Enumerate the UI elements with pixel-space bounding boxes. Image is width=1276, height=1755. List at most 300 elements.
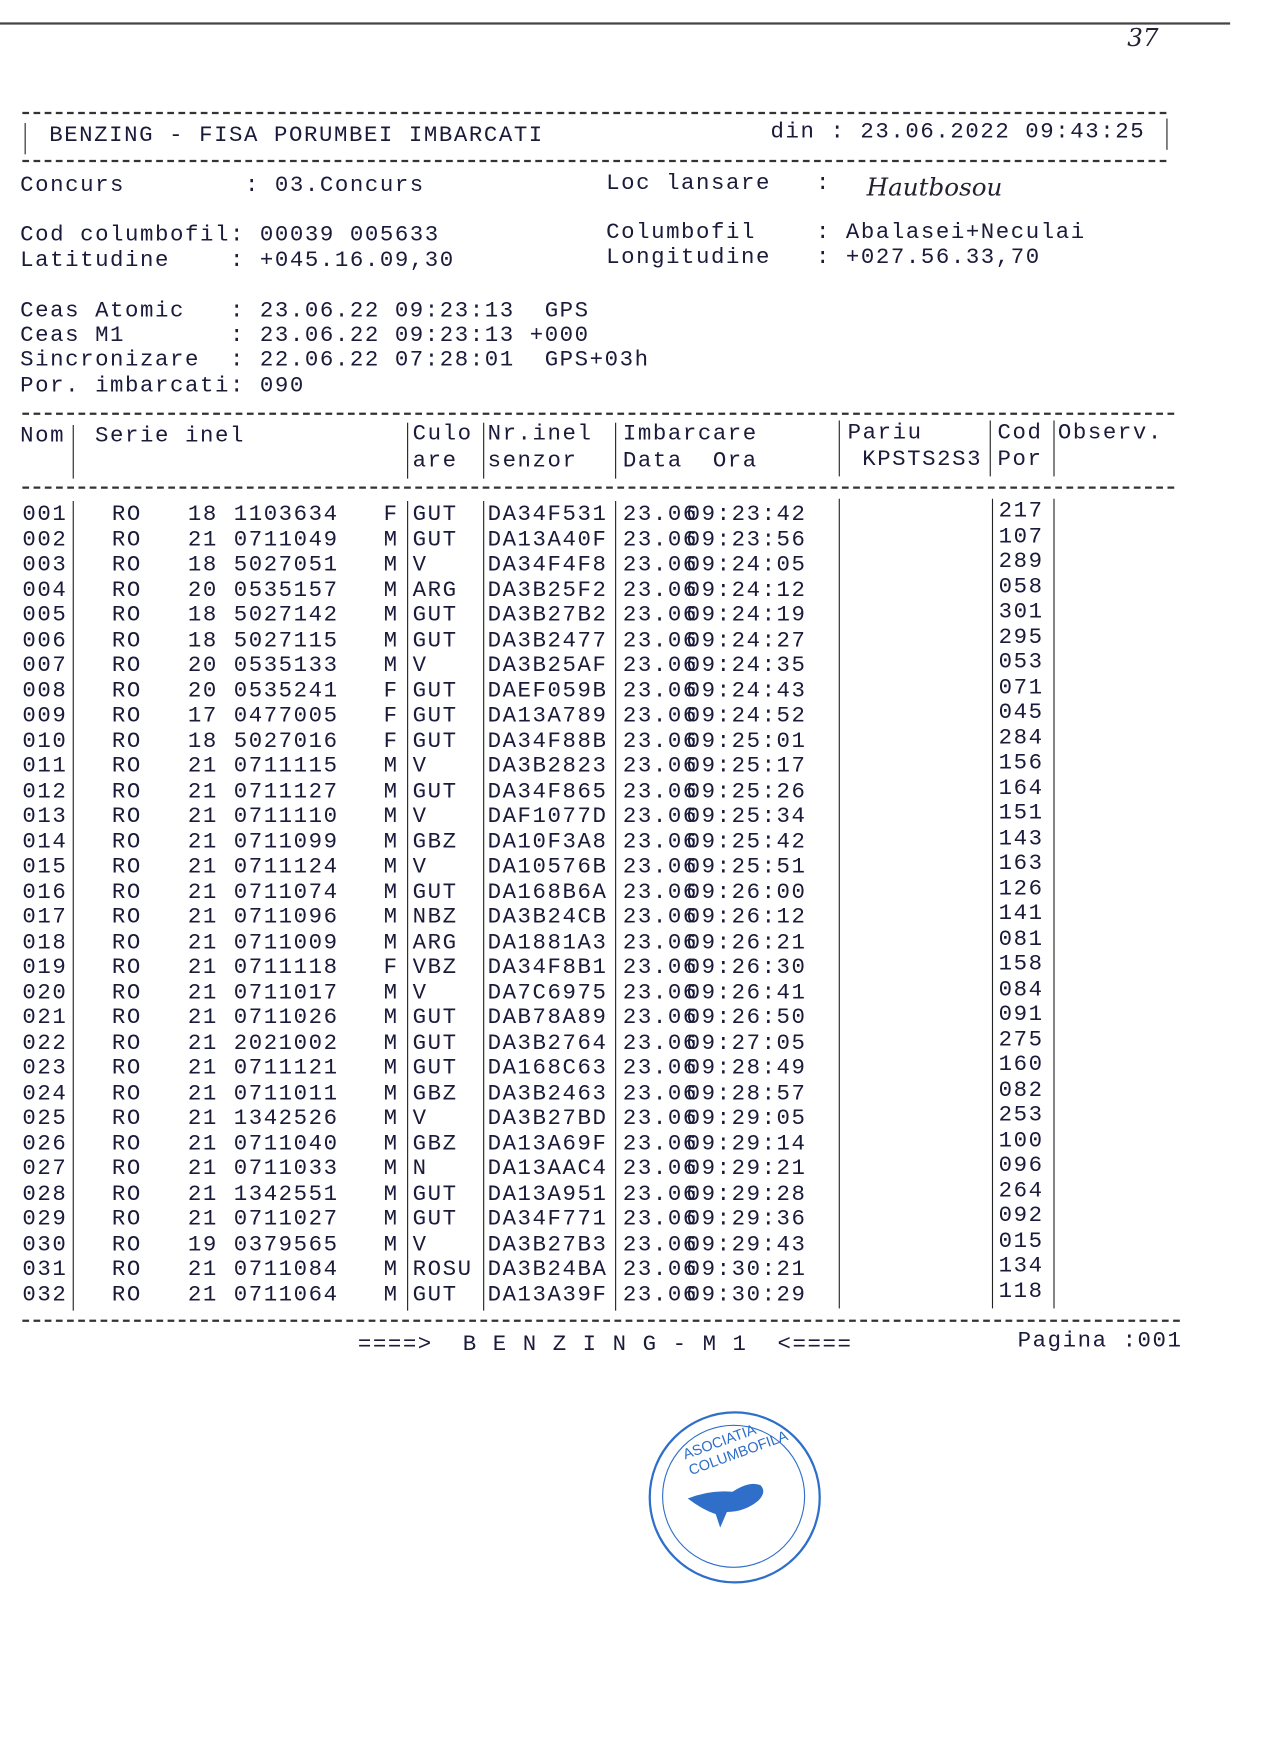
country-cell: RO [111,1005,142,1032]
col-pariu: Pariu [847,420,923,447]
ceas-atomic-field: Ceas Atomic : 23.06.22 09:23:13 GPS [20,298,590,325]
year-cell: 21 [187,1282,218,1308]
date-cell: 23.06 [622,627,698,654]
color-cell: V [412,854,428,881]
color-cell: V [412,1105,428,1132]
date-cell: 23.06 [622,1231,698,1258]
cod-por-cell: 284 [998,725,1044,751]
ring-number-cell: 0711118 [233,955,339,981]
col-culoare-2: are [412,448,458,475]
time-cell: 09:25:17 [686,753,807,780]
footer-brand: ====> B E N Z I N G - M 1 <==== [357,1331,853,1358]
nom-cell: 006 [22,627,68,654]
date-cell: 23.06 [622,980,698,1006]
time-cell: 09:25:42 [686,829,807,855]
time-cell: 09:29:14 [686,1131,807,1157]
date-cell: 23.06 [622,879,698,906]
nom-cell: 028 [22,1181,68,1208]
cod-por-cell: 143 [998,825,1044,852]
date-cell: 23.06 [622,653,698,679]
color-cell: GUT [412,527,458,553]
date-cell: 23.06 [622,854,698,881]
ring-number-cell: 0711009 [233,929,339,956]
date-cell: 23.06 [622,1206,698,1233]
sensor-cell: DA3B24BA [487,1256,608,1283]
nom-cell: 015 [22,854,68,881]
nom-cell: 023 [22,1055,68,1082]
color-cell: V [412,653,428,679]
sensor-cell: DA3B27B3 [487,1231,608,1258]
country-cell: RO [111,1256,142,1283]
ring-number-cell: 0711011 [233,1080,339,1107]
col-observ: Observ. [1057,420,1163,447]
country-cell: RO [111,804,142,830]
sex-cell: M [383,1256,399,1283]
year-cell: 18 [187,627,218,654]
nom-cell: 004 [22,577,68,604]
sensor-cell: DA3B2764 [487,1030,608,1057]
country-cell: RO [111,653,142,679]
sensor-cell: DA13A69F [487,1131,608,1157]
ring-number-cell: 0711033 [233,1156,339,1183]
por-imbarcati-field: Por. imbarcati: 090 [20,373,305,400]
date-cell: 23.06 [622,728,698,755]
ring-number-cell: 0711115 [233,753,339,780]
color-cell: GBZ [412,1131,458,1157]
sex-cell: M [383,1206,399,1233]
ring-number-cell: 5027142 [233,602,339,629]
sensor-cell: DA34F771 [487,1206,608,1233]
association-stamp [649,1411,821,1583]
sensor-cell: DA10F3A8 [487,829,608,855]
col-sep [990,420,991,476]
time-cell: 09:24:43 [686,678,807,704]
time-cell: 09:29:28 [686,1181,807,1208]
date-cell: 23.06 [622,804,698,830]
sex-cell: M [383,1231,399,1258]
sex-cell: M [383,753,399,780]
cod-por-cell: 081 [998,926,1044,953]
cod-por-cell: 217 [998,498,1044,525]
col-sep [73,501,74,1311]
sex-cell: M [383,929,399,956]
time-cell: 09:28:57 [686,1080,807,1107]
cod-por-cell: 301 [998,599,1044,626]
table-header-bottom-rule [22,486,1174,488]
sensor-cell: DA3B2477 [487,627,608,654]
col-imbarcare: Imbarcare [622,421,758,448]
sensor-cell: DA3B2463 [487,1080,608,1107]
color-cell: GUT [412,879,458,906]
sex-cell: M [383,778,399,805]
date-cell: 23.06 [622,1005,698,1032]
color-cell: ROSU [412,1256,473,1283]
nom-cell: 003 [22,552,68,579]
ring-number-cell: 0711026 [233,1005,339,1032]
year-cell: 21 [187,904,218,931]
date-cell: 23.06 [622,577,698,604]
header-top-rule [22,112,1166,114]
ring-number-cell: 0711127 [233,778,339,805]
nom-cell: 013 [22,804,68,830]
country-cell: RO [111,1156,142,1183]
country-cell: RO [111,904,142,931]
ring-number-cell: 0711099 [233,829,339,855]
cod-por-cell: 126 [998,876,1044,902]
time-cell: 09:26:41 [686,980,807,1006]
date-cell: 23.06 [622,1156,698,1183]
nom-cell: 002 [22,527,68,553]
sex-cell: F [383,728,399,755]
sex-cell: M [383,653,399,679]
color-cell: GUT [412,502,458,528]
col-sep [407,423,408,479]
time-cell: 09:29:21 [686,1156,807,1183]
cod-por-cell: 082 [998,1077,1044,1104]
nom-cell: 020 [22,980,68,1006]
col-sep [483,501,484,1311]
ring-number-cell: 0711049 [233,527,339,553]
color-cell: GUT [412,1282,458,1308]
col-kpsts: KPSTS2S3 [862,447,983,474]
sex-cell: M [383,577,399,604]
country-cell: RO [111,778,142,805]
ring-number-cell: 1342551 [233,1181,339,1208]
color-cell: GUT [412,1055,458,1082]
color-cell: GUT [412,1030,458,1057]
columbofil-field: Columbofil : Abalasei+Neculai [606,220,1086,247]
ring-number-cell: 0711121 [233,1055,339,1082]
year-cell: 21 [187,1181,218,1208]
year-cell: 21 [187,753,218,780]
country-cell: RO [111,854,142,881]
cod-por-cell: 141 [998,901,1044,928]
nom-cell: 030 [22,1231,68,1258]
year-cell: 21 [187,778,218,805]
country-cell: RO [111,1206,142,1233]
time-cell: 09:23:42 [686,502,807,528]
cod-por-cell: 289 [998,549,1044,575]
country-cell: RO [111,955,142,981]
sensor-cell: DA34F531 [487,502,608,528]
year-cell: 21 [187,1105,218,1132]
date-cell: 23.06 [622,602,698,629]
date-cell: 23.06 [622,1105,698,1132]
year-cell: 21 [187,955,218,981]
date-cell: 23.06 [622,1256,698,1283]
color-cell: NBZ [412,904,458,931]
color-cell: GUT [412,778,458,805]
ring-number-cell: 0711084 [233,1256,339,1283]
sex-cell: F [383,955,399,981]
date-cell: 23.06 [622,1030,698,1057]
year-cell: 18 [187,602,218,629]
country-cell: RO [111,527,142,553]
col-sep [992,499,993,1309]
color-cell: V [412,753,428,780]
header-right-border [1166,119,1167,150]
country-cell: RO [111,1181,142,1208]
sensor-cell: DA34F4F8 [487,552,608,579]
sensor-cell: DA13AAC4 [487,1156,608,1183]
sex-cell: M [383,1105,399,1132]
time-cell: 09:26:12 [686,904,807,931]
time-cell: 09:24:27 [686,627,807,654]
sex-cell: M [383,1131,399,1157]
date-cell: 23.06 [622,502,698,528]
sex-cell: M [383,854,399,881]
year-cell: 20 [187,678,218,704]
date-cell: 23.06 [622,703,698,730]
cod-por-cell: 160 [998,1052,1044,1079]
cod-por-cell: 096 [998,1152,1044,1179]
sincronizare-field: Sincronizare : 22.06.22 07:28:01 GPS+03h [20,347,650,374]
sex-cell: M [383,527,399,553]
country-cell: RO [111,1105,142,1132]
handwritten-page-number: 37 [1127,24,1159,53]
ring-number-cell: 5027016 [233,728,339,755]
cod-por-cell: 118 [998,1278,1044,1305]
color-cell: GUT [412,627,458,654]
time-cell: 09:28:49 [686,1055,807,1082]
date-cell: 23.06 [622,1181,698,1208]
sex-cell: M [383,1080,399,1107]
sex-cell: M [383,829,399,855]
sensor-cell: DA13A789 [487,703,608,730]
ring-number-cell: 0711027 [233,1206,339,1233]
year-cell: 21 [187,1131,218,1157]
color-cell: V [412,1231,428,1258]
nom-cell: 010 [22,728,68,755]
time-cell: 09:26:00 [686,879,807,906]
nom-cell: 024 [22,1080,68,1107]
year-cell: 21 [187,527,218,553]
nom-cell: 007 [22,653,68,679]
country-cell: RO [111,627,142,654]
cod-por-cell: 058 [998,574,1044,600]
col-nom: Nom [20,423,66,450]
pigeon-icon [649,1411,817,1579]
ring-number-cell: 0535157 [233,577,339,604]
date-cell: 23.06 [622,753,698,780]
nom-cell: 011 [22,753,68,780]
year-cell: 21 [187,1055,218,1082]
country-cell: RO [111,829,142,855]
col-serie-inel: Serie inel [95,423,245,450]
concurs-field: Concurs : 03.Concurs [20,173,425,200]
year-cell: 17 [187,703,218,730]
ring-number-cell: 0711064 [233,1282,339,1308]
ring-number-cell: 0711096 [233,904,339,931]
year-cell: 21 [187,879,218,906]
ring-number-cell: 1342526 [233,1105,339,1132]
time-cell: 09:25:26 [686,778,807,805]
sex-cell: M [383,1055,399,1082]
color-cell: GUT [412,678,458,704]
cod-por-cell: 015 [998,1228,1044,1255]
ceas-m1-field: Ceas M1 : 23.06.22 09:23:13 +000 [20,323,590,349]
nom-cell: 027 [22,1156,68,1183]
color-cell: V [412,552,428,579]
color-cell: V [412,804,428,830]
sex-cell: M [383,552,399,579]
time-cell: 09:25:01 [686,728,807,755]
page-number: Pagina :001 [1017,1328,1183,1355]
sex-cell: M [383,1156,399,1183]
sex-cell: M [383,602,399,629]
ring-number-cell: 5027051 [233,552,339,579]
nom-cell: 017 [22,904,68,931]
year-cell: 20 [187,577,218,604]
sex-cell: M [383,1181,399,1208]
country-cell: RO [111,1131,142,1157]
loc-lansare-handwritten: Hautbosou [866,174,1003,203]
year-cell: 19 [187,1231,218,1258]
header-left-border [25,123,26,154]
year-cell: 21 [187,1080,218,1107]
year-cell: 21 [187,854,218,881]
year-cell: 21 [187,1156,218,1183]
sensor-cell: DA13A40F [487,527,608,553]
year-cell: 18 [187,502,218,528]
ring-number-cell: 1103634 [233,502,339,528]
date-cell: 23.06 [622,1282,698,1308]
date-cell: 23.06 [622,778,698,805]
date-cell: 23.06 [622,929,698,956]
col-sep [615,501,616,1311]
time-cell: 09:24:35 [686,653,807,679]
country-cell: RO [111,1030,142,1057]
sensor-cell: DA34F88B [487,728,608,755]
color-cell: GUT [412,1005,458,1032]
cod-por-cell: 253 [998,1102,1044,1129]
date-cell: 23.06 [622,1055,698,1082]
date-cell: 23.06 [622,1131,698,1157]
sex-cell: M [383,980,399,1006]
country-cell: RO [111,577,142,604]
sensor-cell: DA3B2823 [487,753,608,780]
time-cell: 09:26:50 [686,1005,807,1032]
sex-cell: M [383,879,399,906]
country-cell: RO [111,1055,142,1082]
sensor-cell: DA7C6975 [487,980,608,1006]
cod-por-cell: 275 [998,1027,1044,1053]
sensor-cell: DAEF059B [487,678,608,704]
cod-por-cell: 151 [998,800,1044,827]
nom-cell: 014 [22,829,68,855]
cod-por-cell: 164 [998,775,1044,802]
cod-por-cell: 071 [998,674,1044,701]
year-cell: 21 [187,1030,218,1057]
cod-por-cell: 156 [998,750,1044,777]
time-cell: 09:30:21 [686,1256,807,1283]
date-cell: 23.06 [622,527,698,553]
ring-number-cell: 0379565 [233,1231,339,1258]
date-cell: 23.06 [622,1080,698,1107]
time-cell: 09:24:12 [686,577,807,604]
color-cell: ARG [412,577,458,604]
table-header-top-rule [22,413,1174,415]
col-sep [839,420,840,476]
year-cell: 21 [187,829,218,855]
sex-cell: M [383,1282,399,1308]
sex-cell: F [383,678,399,704]
time-cell: 09:29:43 [686,1231,807,1258]
sensor-cell: DA3B24CB [487,904,608,931]
cod-por-cell: 100 [998,1127,1044,1154]
year-cell: 21 [187,980,218,1006]
year-cell: 21 [187,1206,218,1233]
ring-number-cell: 5027115 [233,627,339,654]
date-cell: 23.06 [622,829,698,855]
country-cell: RO [111,728,142,755]
col-sep [483,423,484,479]
time-cell: 09:29:05 [686,1105,807,1132]
year-cell: 21 [187,1256,218,1283]
nom-cell: 012 [22,778,68,805]
ring-number-cell: 0711074 [233,879,339,906]
col-sep [1053,499,1054,1309]
time-cell: 09:24:19 [686,602,807,629]
cod-por-cell: 264 [998,1178,1044,1204]
cod-por-cell: 163 [998,851,1044,877]
country-cell: RO [111,980,142,1006]
col-cod: Cod [997,420,1043,447]
time-cell: 09:25:34 [686,804,807,830]
cod-por-cell: 092 [998,1203,1044,1230]
country-cell: RO [111,703,142,730]
report-datetime: din : 23.06.2022 09:43:25 [770,119,1146,146]
sex-cell: M [383,1030,399,1057]
color-cell: ARG [412,929,458,956]
nom-cell: 016 [22,879,68,906]
time-cell: 09:30:29 [686,1282,807,1308]
sensor-cell: DA3B27BD [487,1105,608,1132]
sensor-cell: DA3B25F2 [487,577,608,604]
country-cell: RO [111,879,142,906]
year-cell: 18 [187,728,218,755]
col-sep [615,423,616,479]
color-cell: GUT [412,728,458,755]
col-sep [407,501,408,1311]
cod-por-cell: 295 [998,624,1044,651]
color-cell: GUT [412,703,458,730]
country-cell: RO [111,1282,142,1308]
header-bottom-rule [22,160,1166,162]
sensor-cell: DA34F8B1 [487,955,608,981]
nom-cell: 022 [22,1030,68,1057]
sensor-cell: DA1881A3 [487,929,608,956]
color-cell: GUT [412,1181,458,1208]
time-cell: 09:29:36 [686,1206,807,1233]
year-cell: 21 [187,1005,218,1032]
year-cell: 21 [187,804,218,830]
year-cell: 21 [187,929,218,956]
sex-cell: F [383,502,399,528]
color-cell: GUT [412,602,458,629]
col-sep [1053,420,1054,476]
stamp-text: ASOCIATIA COLUMBOFILA [680,1420,790,1479]
country-cell: RO [111,602,142,629]
sensor-cell: DA13A951 [487,1181,608,1208]
sex-cell: F [383,703,399,730]
nom-cell: 001 [22,502,68,528]
time-cell: 09:24:52 [686,703,807,730]
loc-lansare-label: Loc lansare : [606,171,831,197]
date-cell: 23.06 [622,552,698,579]
time-cell: 09:27:05 [686,1030,807,1057]
col-senzor: senzor [487,448,578,475]
